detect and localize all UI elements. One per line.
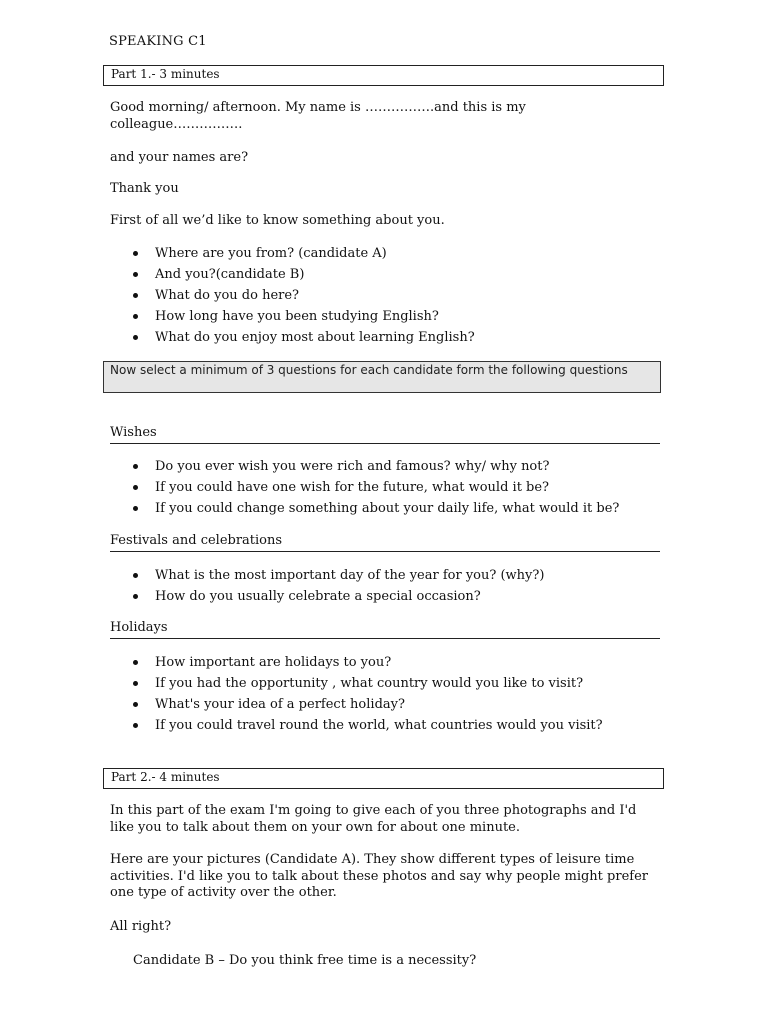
part1-heading-box — [103, 65, 664, 86]
part1-thanks: Thank you — [110, 181, 179, 196]
list-item: How do you usually celebrate a special occasion? — [110, 586, 658, 607]
part1-names: and your names are? — [110, 150, 249, 165]
wishes-question-list — [110, 456, 658, 519]
festivals-question-list — [110, 565, 658, 607]
list-item: What do you enjoy most about learning English? — [110, 327, 658, 348]
part2-pictures: Here are your pictures (Candidate A). They show different types of leisure time activities. I'd like you to talk about these photos and say why people might prefer one type of activity over the other. — [110, 852, 648, 900]
part1-greeting: Good morning/ afternoon. My name is …………….and this is my colleague……………. — [110, 100, 526, 132]
list-item: If you could change something about your daily life, what would it be? — [110, 498, 658, 519]
instruction-text: Now select a minimum of 3 questions for each candidate form the following questions — [110, 363, 628, 377]
list-item: What do you do here? — [110, 285, 658, 306]
list-item: If you could travel round the world, what countries would you visit? — [110, 715, 658, 736]
list-item: If you could have one wish for the future, what would it be? — [110, 477, 658, 498]
part2-heading: Part 2.- 4 minutes — [111, 770, 220, 784]
list-item: What's your idea of a perfect holiday? — [110, 694, 658, 715]
list-item: How important are holidays to you? — [110, 652, 658, 673]
part2-candidate-b: Candidate B – Do you think free time is a necessity? — [133, 953, 477, 968]
list-item: What is the most important day of the year for you? (why?) — [110, 565, 658, 586]
instruction-box — [103, 361, 661, 393]
section-heading-wishes: Wishes — [110, 423, 660, 444]
list-item: And you?(candidate B) — [110, 264, 658, 285]
part2-all-right: All right? — [110, 919, 172, 934]
part2-intro: In this part of the exam I'm going to give each of you three photographs and I'd like you to talk about them on your own for about one minute. — [110, 803, 637, 835]
list-item: How long have you been studying English? — [110, 306, 658, 327]
part2-heading-box — [103, 768, 664, 789]
part1-heading: Part 1.- 3 minutes — [111, 67, 220, 81]
holidays-question-list — [110, 652, 658, 736]
section-heading-festivals: Festivals and celebrations — [110, 531, 660, 552]
list-item: Do you ever wish you were rich and famous? why/ why not? — [110, 456, 658, 477]
list-item: If you had the opportunity , what country would you like to visit? — [110, 673, 658, 694]
part1-intro: First of all we’d like to know something about you. — [110, 213, 445, 228]
document-title: SPEAKING C1 — [109, 34, 207, 49]
part1-question-list — [110, 243, 658, 348]
section-heading-holidays: Holidays — [110, 618, 660, 639]
list-item: Where are you from? (candidate A) — [110, 243, 658, 264]
